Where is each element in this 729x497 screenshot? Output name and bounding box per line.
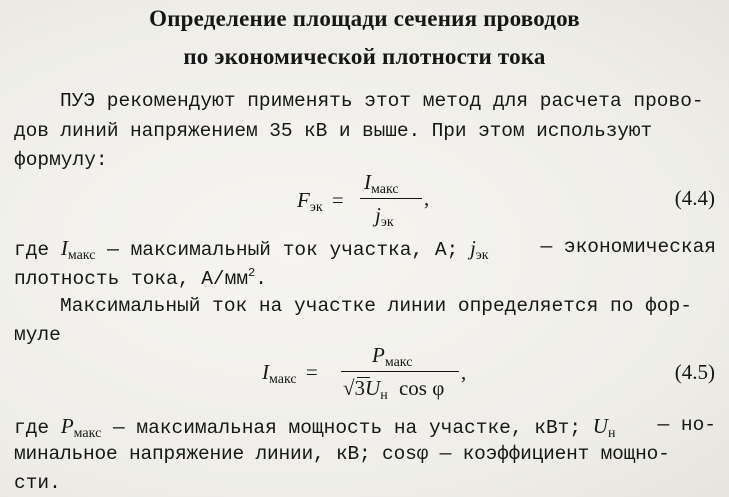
section-title-line-2: по экономической плотности тока bbox=[183, 44, 546, 69]
paragraph-4-line-2: минальное напряжение линии, кВ; cosφ — коэффициент мощно- bbox=[14, 443, 670, 465]
equation-4-5-number: (4.5) bbox=[674, 360, 715, 384]
paragraph-1-line-3: формулу: bbox=[14, 149, 108, 171]
paragraph-2-line-2: плотность тока, $А/мм^2$. bbox=[14, 266, 267, 290]
equation-4-5-comma: , bbox=[461, 360, 467, 384]
paragraph-4-line-3: сти. bbox=[14, 472, 61, 494]
section-title-line-1: Определение площади сечения проводов bbox=[149, 6, 580, 31]
equation-4-4-denominator: $j_{эк}$ bbox=[375, 203, 394, 230]
paragraph-2-line-1: где $I_{макс}$ — максимальный ток участка, А; $j_{эк}$ — экономическая bbox=[14, 236, 716, 263]
equation-4-4-lhs: $F_{эк}$ = bbox=[297, 188, 344, 215]
paragraph-3-line-2: муле bbox=[14, 324, 61, 346]
paragraph-1-line-1: ПУЭ рекомендуют применять этот метод для расчета прово- bbox=[60, 90, 704, 112]
equation-4-4-number: (4.4) bbox=[674, 186, 715, 210]
equation-4-4-numerator: $I_{макс}$ bbox=[364, 170, 399, 197]
equation-4-5-numerator: $P_{макс}$ bbox=[372, 343, 413, 370]
equation-4-5-denominator: $√3U_н$ cos φ bbox=[343, 376, 445, 403]
equation-4-4-comma: , bbox=[424, 186, 430, 210]
paragraph-1-line-2: дов линий напряжением 35 кВ и выше. При этом используют bbox=[14, 120, 653, 142]
equation-4-5-fraction-bar bbox=[341, 371, 459, 372]
equation-4-5-lhs: $I_{макс}$ = bbox=[262, 360, 318, 387]
paragraph-3-line-1: Максимальный ток на участке линии определяется по фор- bbox=[60, 295, 692, 317]
equation-4-4-fraction-bar bbox=[360, 198, 422, 199]
paragraph-4-line-1: где $P_{макс}$ — максимальная мощность на участке, кВт; $U_н$ — но- bbox=[14, 414, 716, 441]
